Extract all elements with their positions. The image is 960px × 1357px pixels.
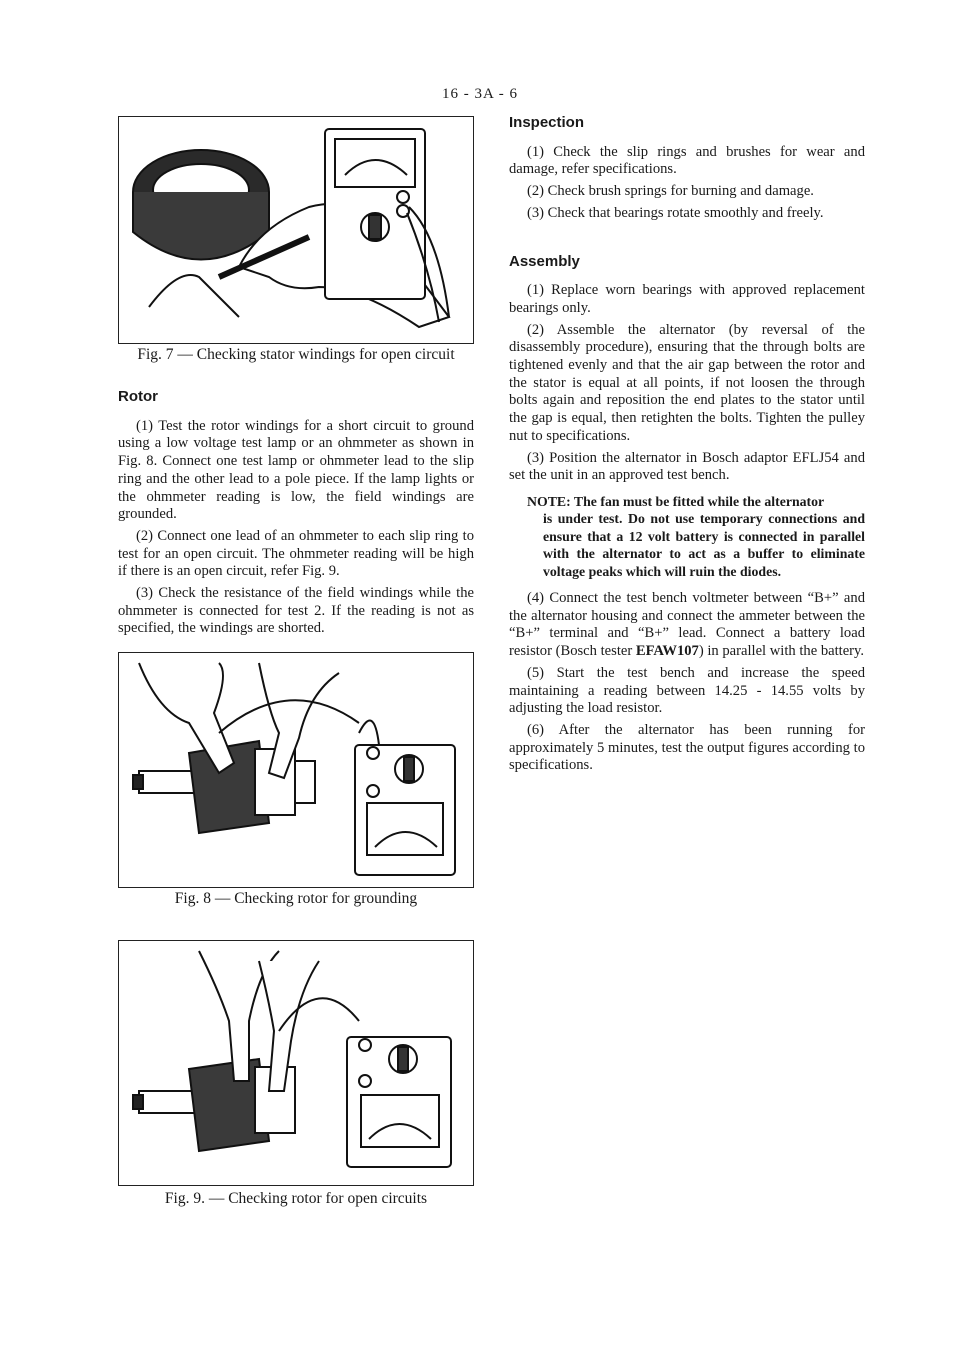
assembly-step-4-text-b: ) in parallel with the battery. (698, 643, 865, 660)
assembly-note (509, 493, 865, 580)
rotor-step-3: (3) Check the resistance of the field windings while the ohmmeter is connected for test 2. If the reading is not as specified, the windings are shorted. (118, 585, 474, 637)
right-column (509, 114, 865, 779)
rotor-open-circuit-drawing (119, 941, 473, 1185)
assembly-step-3: (3) Position the alternator in Bosch adaptor EFLJ54 and set the unit in an approved test bench. (509, 449, 865, 484)
figure-7-caption: Fig. 7 — Checking stator windings for open circuit (137, 346, 455, 363)
stator-ohmmeter-drawing (119, 117, 473, 343)
inspection-step-2: (2) Check brush springs for burning and damage. (527, 183, 814, 200)
assembly-step-1: (1) Replace worn bearings with approved replacement bearings only. (509, 282, 865, 316)
page-number: 16 - 3A - 6 (442, 86, 518, 102)
rotor-heading: Rotor (118, 388, 158, 405)
figure-9-rotor-open-circuit-illustration (118, 940, 474, 1186)
rotor-step-2: (2) Connect one lead of an ohmmeter to each slip ring to test for an open circuit. The ohmmeter reading will be high if there is an open circuit, refer Fig. 9. (118, 527, 474, 580)
figure-8-caption: Fig. 8 — Checking rotor for grounding (174, 890, 418, 907)
assembly-step-6: (6) After the alternator has been running for approximately 5 minutes, test the output figures according to specifications. (509, 721, 865, 774)
figure-9-caption: Fig. 9. — Checking rotor for open circuits (164, 1190, 428, 1207)
rotor-section (118, 388, 474, 642)
note-label: NOTE: (527, 493, 571, 509)
inspection-step-1: (1) Check the slip rings and brushes for wear and damage, refer specifications. (509, 143, 865, 178)
rotor-grounding-drawing (119, 653, 473, 887)
tester-model: EFAW107 (635, 643, 699, 660)
assembly-step-2: (2) Assemble the alternator (by reversal of the disassembly procedure), ensuring that the through bolts are tightened evenly and that the air gap between the rotor and the stator is equal at all points, if not loosen the through bolts again and reposition the end plates to the stator until the gap is equal, then retighten the bolts. Tighten the pulley nut to specifications. (509, 321, 865, 444)
inspection-heading: Inspection (509, 114, 585, 131)
rotor-step-1: (1) Test the rotor windings for a short circuit to ground using a low voltage test lamp or an ohmmeter as shown in Fig. 8. Connect one test lamp or ohmmeter lead to the slip ring and the other lead to a pole piece. If the lamp lights or the ohmmeter reading is low, the field windings are grounded. (118, 417, 474, 523)
assembly-heading: Assembly (509, 252, 580, 270)
note-body: is under test. Do not use temporary connections and ensure that a 12 volt battery is connected in parallel with the alternator to act as a buffer to eliminate voltage peaks which will ruin the diodes. (543, 511, 865, 579)
figure-7-stator-test-illustration (118, 116, 474, 344)
figure-8-rotor-grounding-illustration (118, 652, 474, 888)
assembly-step-5: (5) Start the test bench and increase the speed maintaining a reading between 14.25 - 14.55 volts by adjusting the load resistor. (509, 664, 865, 717)
assembly-step-4 (509, 590, 865, 661)
note-first-line: The fan must be fitted while the alternator (573, 493, 825, 509)
inspection-step-3: (3) Check that bearings rotate smoothly and freely. (527, 204, 824, 221)
assembly-step-4-text-a: (4) Connect the test bench voltmeter between “B+” and the alternator housing and connect the ammeter between the “B+” terminal and “B+” lead. Connect a battery load resistor (Bosch tester (509, 589, 865, 660)
